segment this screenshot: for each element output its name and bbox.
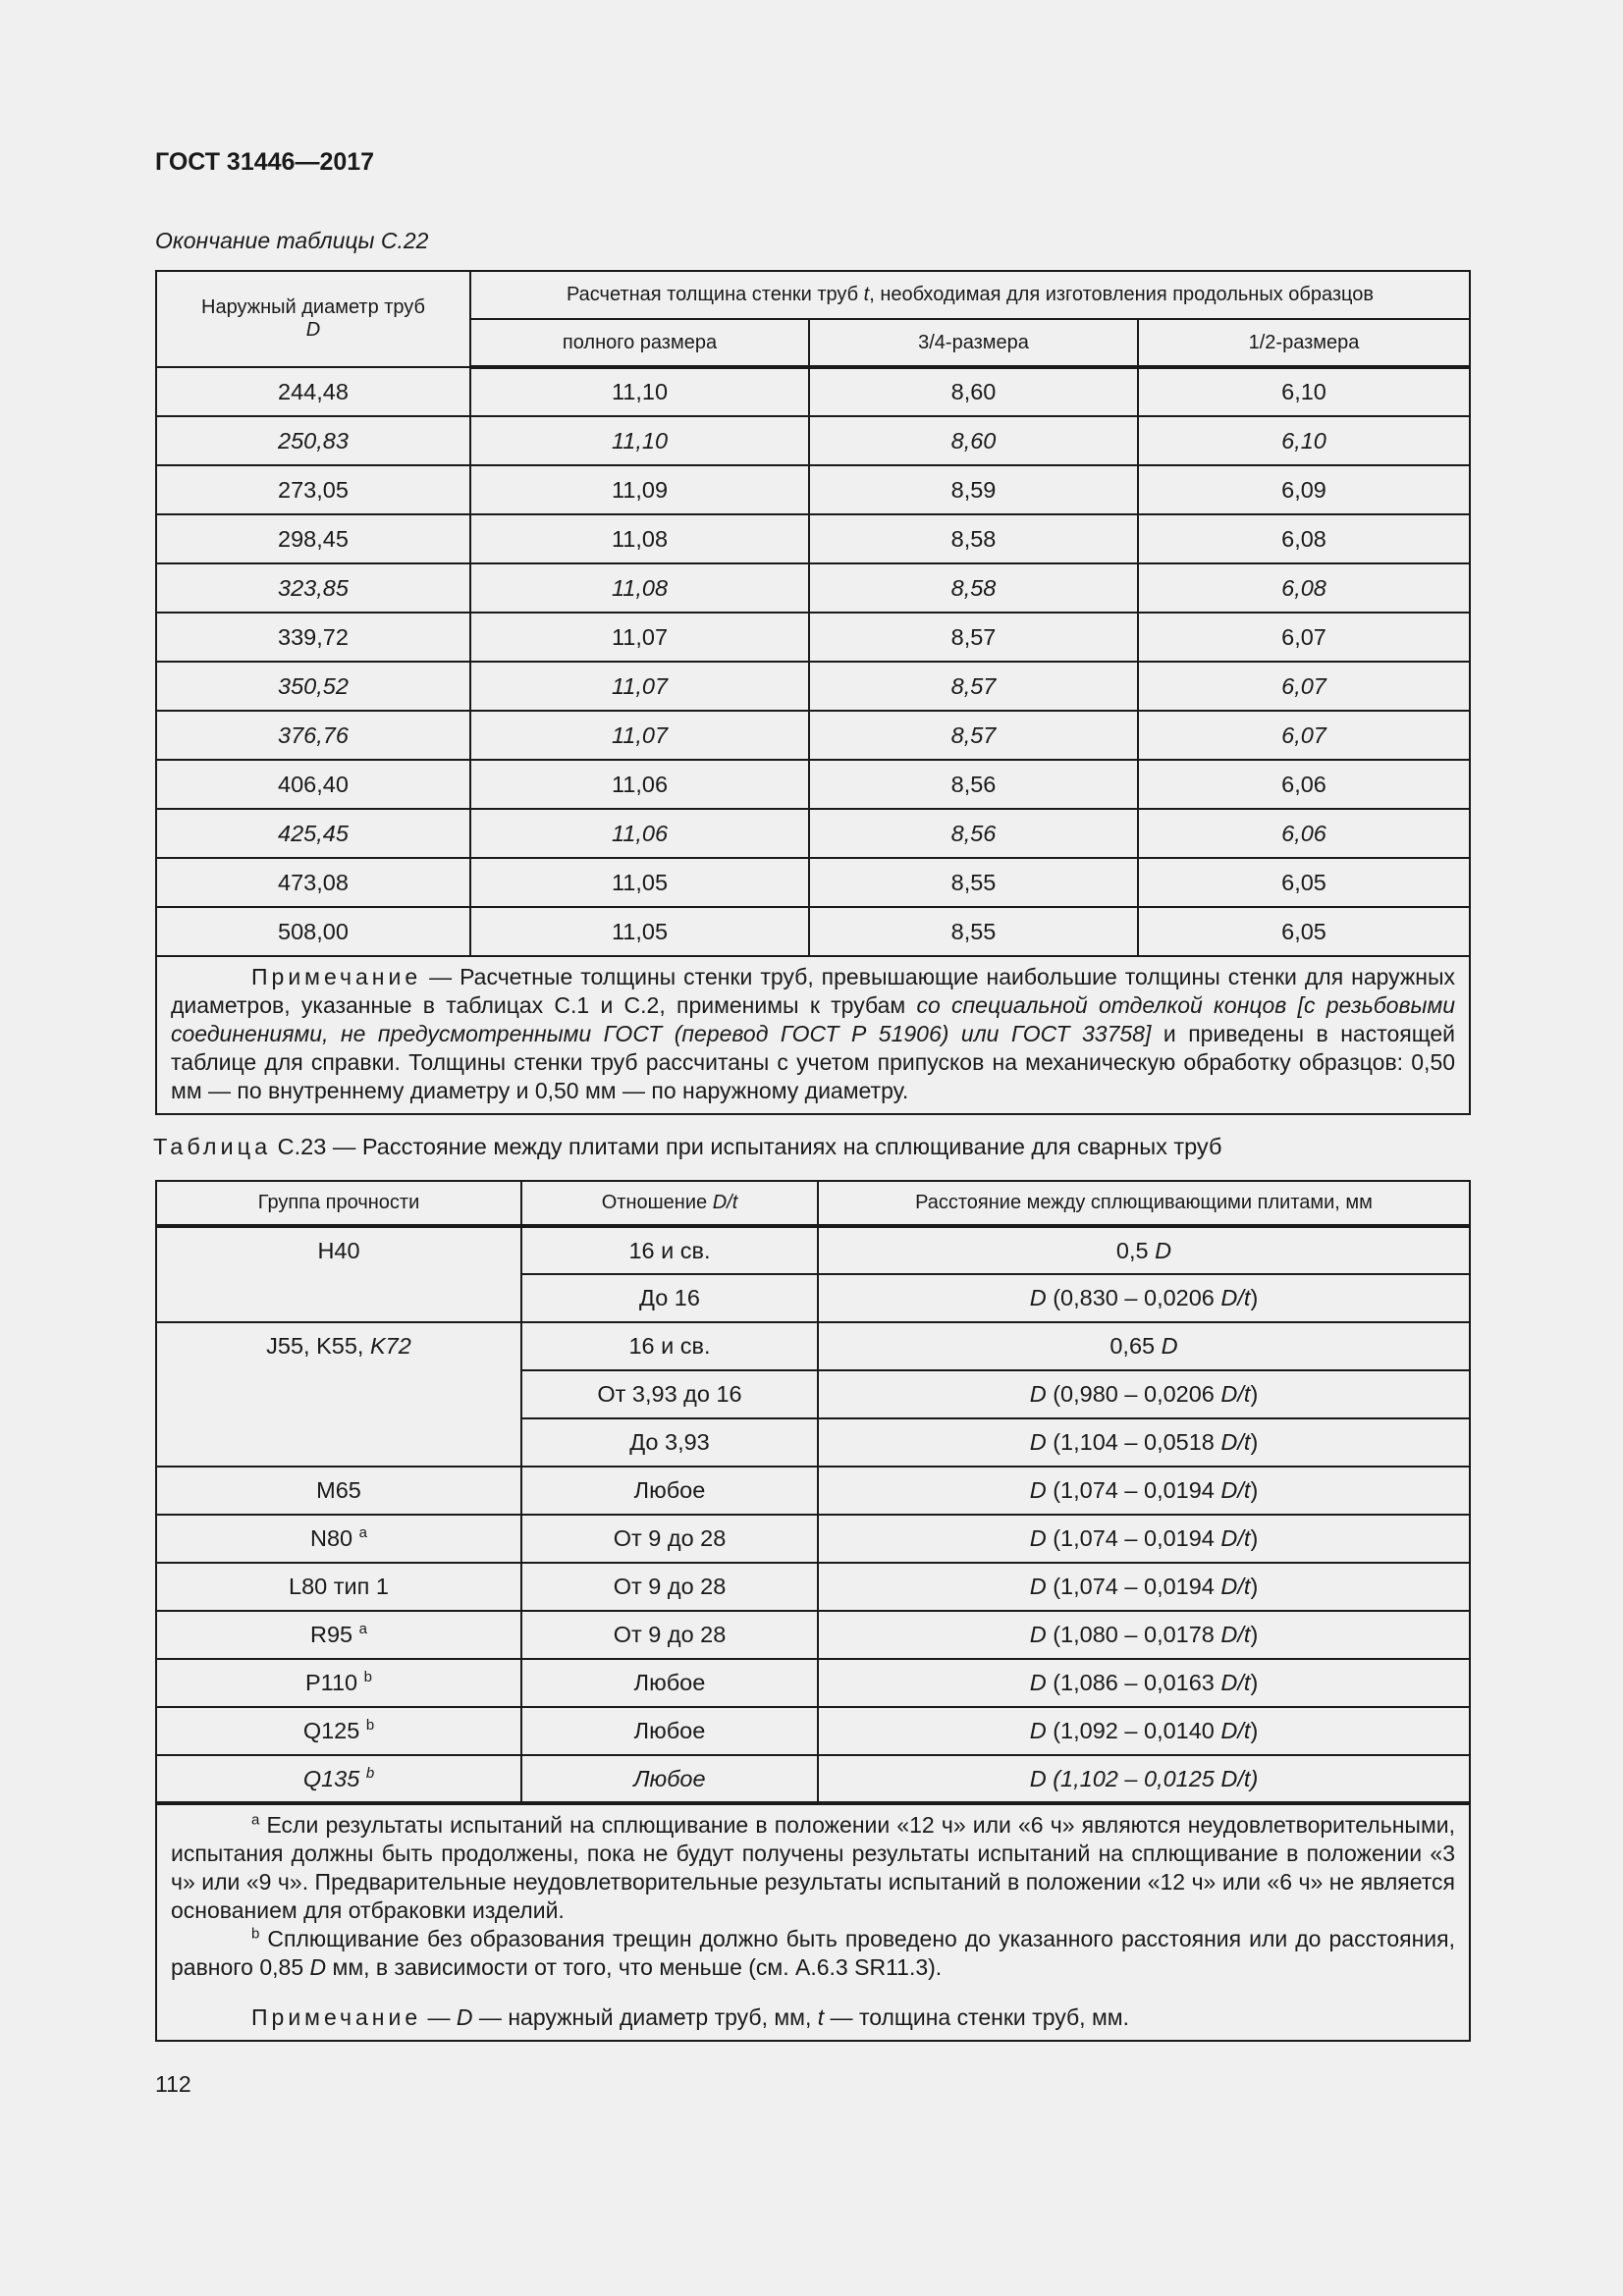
table-row: 323,85 11,08 8,58 6,08 bbox=[156, 563, 1470, 613]
footnote-a: $^a$ Если результаты испытаний на сплющивание в положении «12 ч» или «6 ч» являются неудовлетворительными, испытания должны быть продолжены, пока не будут получены результаты испытаний на сплющивание в положении «3 ч» или «9 ч». Предварительные неудовлетворительные результаты испытаний в положении «12 ч» или «6 ч» не является основанием для отбраковки изделий. bbox=[171, 1811, 1455, 1923]
table-row: N80 $^a$ От 9 до 28 D (1,074 – 0,0194 D/t) bbox=[156, 1515, 1470, 1563]
ratio-header: Отношение D/t bbox=[521, 1181, 818, 1226]
footnote-b: $^b$ Сплющивание без образования трещин должно быть проведено до указанного расстояния или до расстояния, равного 0,85 D мм, в зависимости от того, что меньше (см. А.6.3 SR11.3). bbox=[171, 1925, 1455, 1980]
wall-thickness-table bbox=[155, 270, 1471, 1115]
table-row: Q135 $^b$ Любое D (1,102 – 0,0125 D/t) bbox=[156, 1755, 1470, 1803]
strength-group-cell: H40 bbox=[156, 1226, 521, 1322]
table-row: До 3,93 D (1,104 – 0,0518 D/t) bbox=[156, 1418, 1470, 1467]
document-title: ГОСТ 31446—2017 bbox=[155, 148, 375, 176]
table-row: 406,40 11,06 8,56 6,06 bbox=[156, 760, 1470, 809]
table-row: 244,48 11,10 8,60 6,10 bbox=[156, 367, 1470, 416]
table-row: 508,00 11,05 8,55 6,05 bbox=[156, 907, 1470, 956]
table-row: От 3,93 до 16 D (0,980 – 0,0206 D/t) bbox=[156, 1370, 1470, 1418]
plate-distance-header: Расстояние между сплющивающими плитами, мм bbox=[818, 1181, 1470, 1226]
table-row: L80 тип 1 От 9 до 28 D (1,074 – 0,0194 D/t) bbox=[156, 1563, 1470, 1611]
flattening-distance-table bbox=[155, 1180, 1471, 2042]
full-size-header: полного размера bbox=[470, 319, 809, 367]
strength-group-cell: M65 bbox=[156, 1467, 521, 1515]
table-row: 298,45 11,08 8,58 6,08 bbox=[156, 514, 1470, 563]
outer-diameter-header: Наружный диаметр труб D bbox=[156, 271, 470, 367]
strength-group-cell: P110 $^b$ bbox=[156, 1659, 521, 1707]
strength-group-cell: J55, K55, K72 bbox=[156, 1322, 521, 1467]
strength-group-header: Группа прочности bbox=[156, 1181, 521, 1226]
table-row: 473,08 11,05 8,55 6,05 bbox=[156, 858, 1470, 907]
table-row: M65 Любое D (1,074 – 0,0194 D/t) bbox=[156, 1467, 1470, 1515]
table-row: До 16 D (0,830 – 0,0206 D/t) bbox=[156, 1274, 1470, 1322]
strength-group-cell: N80 $^a$ bbox=[156, 1515, 521, 1563]
strength-group-cell: L80 тип 1 bbox=[156, 1563, 521, 1611]
table2-note: Примечание — D — наружный диаметр труб, мм, t — толщина стенки труб, мм. bbox=[251, 2004, 1129, 2030]
table2-footnotes bbox=[156, 1803, 1470, 2041]
table-row: 339,72 11,07 8,57 6,07 bbox=[156, 613, 1470, 662]
table2-caption: Таблица С.23 — Расстояние между плитами при испытаниях на сплющивание для сварных труб bbox=[153, 1134, 1222, 1159]
wall-thickness-group-header: Расчетная толщина стенки труб t, необходимая для изготовления продольных образцов bbox=[470, 271, 1470, 319]
table-row: P110 $^b$ Любое D (1,086 – 0,0163 D/t) bbox=[156, 1659, 1470, 1707]
strength-group-cell: Q125 $^b$ bbox=[156, 1707, 521, 1755]
table-row: J55, K55, K72 16 и св. 0,65 D bbox=[156, 1322, 1470, 1370]
table-row: 273,05 11,09 8,59 6,09 bbox=[156, 465, 1470, 514]
table-row: H40 16 и св. 0,5 D bbox=[156, 1226, 1470, 1274]
half-size-header: 1/2-размера bbox=[1138, 319, 1470, 367]
strength-group-cell: Q135 $^b$ bbox=[156, 1755, 521, 1803]
table-row: 250,83 11,10 8,60 6,10 bbox=[156, 416, 1470, 465]
table-row: Q125 $^b$ Любое D (1,092 – 0,0140 D/t) bbox=[156, 1707, 1470, 1755]
strength-group-cell: R95 $^a$ bbox=[156, 1611, 521, 1659]
table-row: R95 $^a$ От 9 до 28 D (1,080 – 0,0178 D/t) bbox=[156, 1611, 1470, 1659]
three-quarter-size-header: 3/4-размера bbox=[809, 319, 1138, 367]
table-row: 376,76 11,07 8,57 6,07 bbox=[156, 711, 1470, 760]
page-number: 112 bbox=[155, 2071, 191, 2097]
table-row: 350,52 11,07 8,57 6,07 bbox=[156, 662, 1470, 711]
table1-note: Примечание — Расчетные толщины стенки труб, превышающие наибольшие толщины стенки для наружных диаметров, указанные в таблицах С.1 и С.2, применимы к трубам со специальной отделкой концов [с резьбовыми соединениями, не предусмотренными ГОСТ (перевод ГОСТ Р 51906) или ГОСТ 33758] и приведены в настоящей таблице для справки. Толщины стенки труб рассчитаны с учетом припусков на механическую обработку образцов: 0,50 мм — по внутреннему диаметру и 0,50 мм — по наружному диаметру. bbox=[156, 956, 1470, 1114]
table1-caption: Окончание таблицы С.22 bbox=[155, 228, 429, 253]
table-row: 425,45 11,06 8,56 6,06 bbox=[156, 809, 1470, 858]
